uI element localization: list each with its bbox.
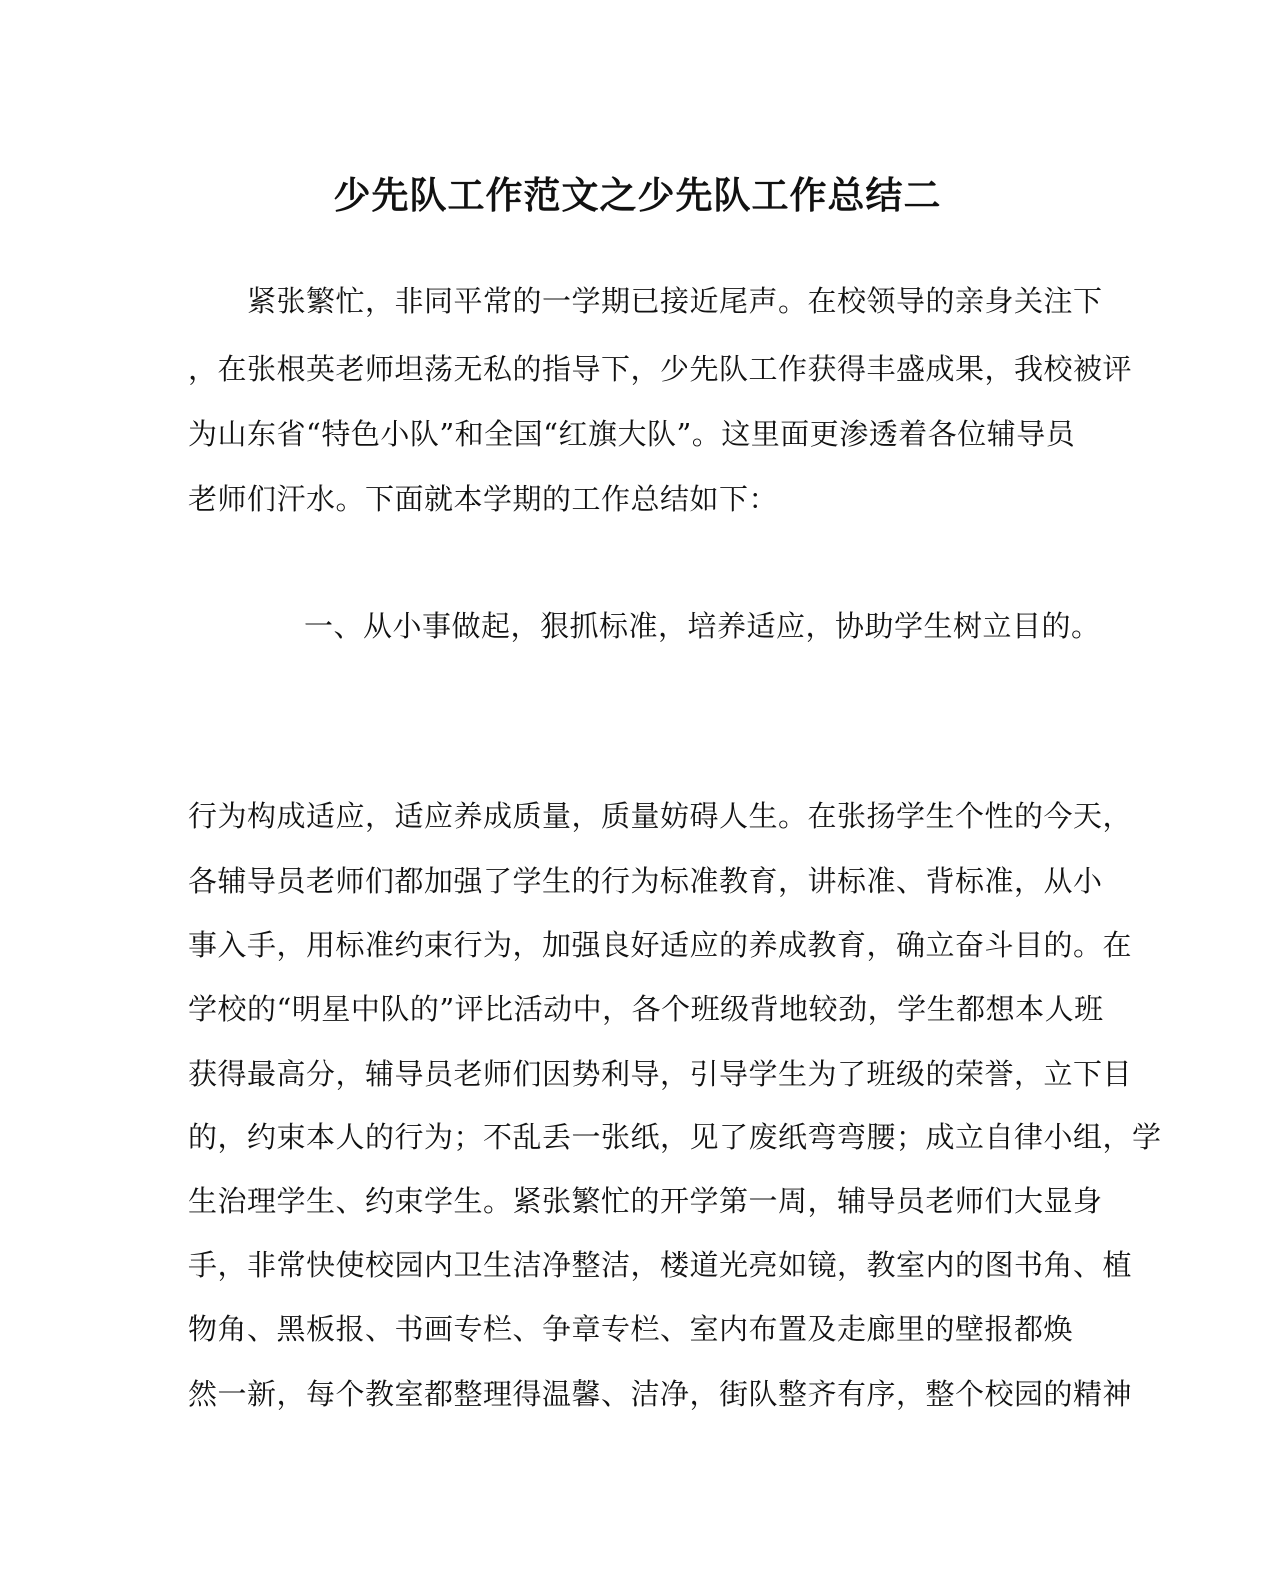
intro-line-3: 为山东省“特色小队”和全国“红旗大队”。这里面更渗透着各位辅导员 <box>188 417 1076 451</box>
body-line-7: 生治理学生、约束学生。紧张繁忙的开学第一周，辅导员老师们大显身 <box>188 1184 1103 1218</box>
body-line-5: 获得最高分，辅导员老师们因势利导，引导学生为了班级的荣誉，立下目 <box>188 1057 1133 1091</box>
intro-line-2: ，在张根英老师坦荡无私的指导下，少先队工作获得丰盛成果，我校被评 <box>188 352 1133 386</box>
intro-line-4: 老师们汗水。下面就本学期的工作总结如下： <box>188 482 779 516</box>
body-line-6: 的，约束本人的行为；不乱丢一张纸，见了废纸弯弯腰；成立自律小组，学 <box>188 1120 1162 1154</box>
body-line-8: 手，非常快使校园内卫生洁净整洁，楼道光亮如镜，教室内的图书角、植 <box>188 1248 1133 1282</box>
section-heading: 一、从小事做起，狠抓标准，培养适应，协助学生树立目的。 <box>245 609 1101 643</box>
document-title: 少先队工作范文之少先队工作总结二 <box>333 173 942 217</box>
body-line-1: 行为构成适应，适应养成质量，质量妨碍人生。在张扬学生个性的今天， <box>188 799 1133 833</box>
body-line-9: 物角、黑板报、书画专栏、争章专栏、室内布置及走廊里的壁报都焕 <box>188 1312 1074 1346</box>
body-line-3: 事入手，用标准约束行为，加强良好适应的养成教育，确立奋斗目的。在 <box>188 928 1133 962</box>
body-line-4: 学校的“明星中队的”评比活动中，各个班级背地较劲，学生都想本人班 <box>188 992 1104 1026</box>
body-line-10: 然一新，每个教室都整理得温馨、洁净，街队整齐有序，整个校园的精神 <box>188 1377 1133 1411</box>
intro-line-1: 紧张繁忙，非同平常的一学期已接近尾声。在校领导的亲身关注下 <box>188 284 1103 318</box>
body-line-2: 各辅导员老师们都加强了学生的行为标准教育，讲标准、背标准，从小 <box>188 864 1103 898</box>
